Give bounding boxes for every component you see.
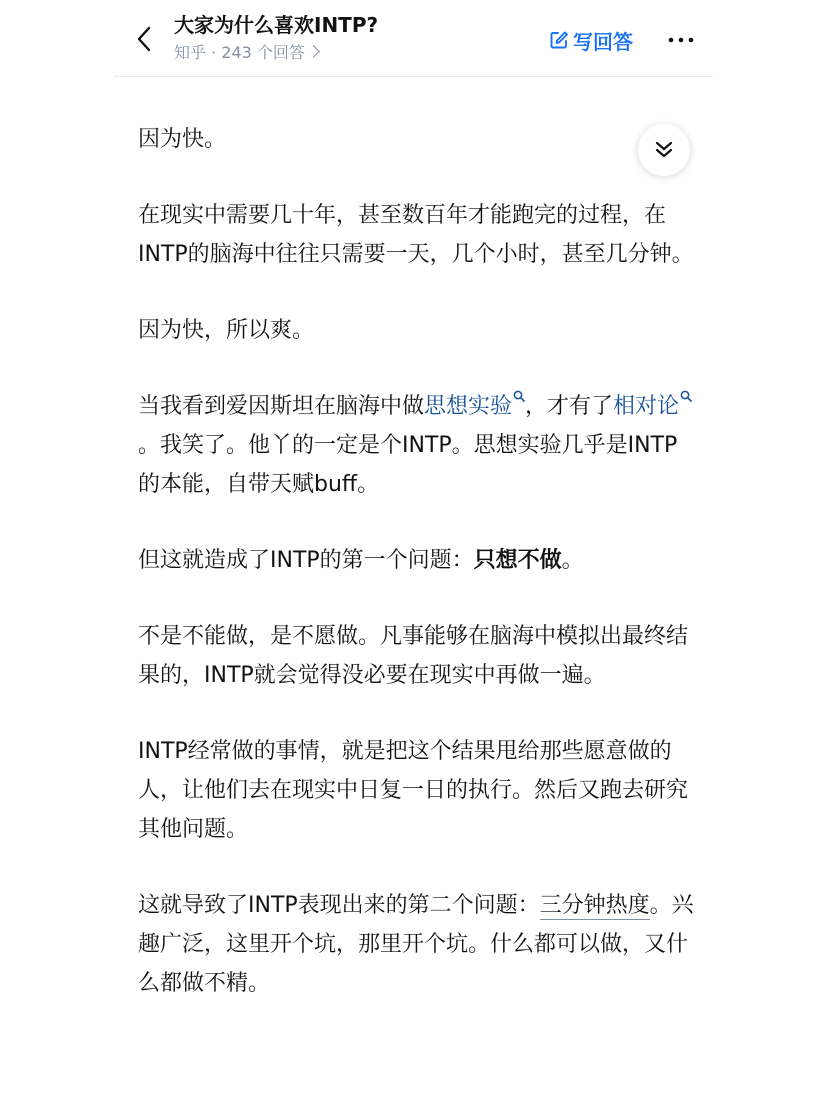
answer-paragraph — [138, 387, 698, 504]
more-button[interactable] — [667, 27, 695, 53]
chevron-right-icon — [307, 45, 320, 58]
answer-paragraph — [138, 886, 698, 1003]
meta-separator: · — [211, 43, 217, 62]
link-relativity[interactable] — [613, 394, 692, 419]
question-title[interactable]: 大家为什么喜欢INTP? — [174, 13, 379, 37]
answer-content — [138, 120, 698, 1040]
link-thought-experiment[interactable] — [424, 394, 525, 419]
answer-paragraph: 因为快，所以爽。 — [138, 318, 315, 343]
source-name: 知乎 — [174, 43, 207, 62]
question-title-block[interactable] — [174, 12, 378, 65]
underlined-text: 三分钟热度 — [539, 893, 650, 918]
paragraph-text: 这就导致了INTP表现出来的第二个问题： — [138, 893, 540, 918]
answer-paragraph: INTP经常做的事情，就是把这个结果甩给那些愿意做的人，让他们去在现实中日复一日的执行。然后又跑去研究其他问题。 — [138, 739, 689, 842]
link-text: 思想实验 — [424, 394, 513, 419]
search-icon — [513, 390, 525, 402]
top-bar — [114, 0, 713, 77]
answer-paragraph — [138, 541, 698, 580]
paragraph-text: 。兴趣广泛，这里开个坑，那里开个坑。什么都可以做，又什么都做不精。 — [138, 893, 694, 996]
back-button[interactable] — [134, 24, 156, 54]
link-text: 相对论 — [613, 394, 680, 419]
paragraph-text: 但这就造成了INTP的第一个问题： — [138, 548, 474, 573]
edit-icon — [549, 30, 569, 50]
answer-paragraph: 不是不能做，是不愿做。凡事能够在脑海中模拟出最终结果的，INTP就会觉得没必要在现实中再做一遍。 — [138, 624, 689, 688]
write-answer-button[interactable] — [549, 26, 633, 54]
paragraph-text: ，才有了 — [525, 394, 614, 419]
bold-text: 只想不做 — [473, 548, 562, 573]
answer-paragraph: 因为快。 — [138, 127, 227, 152]
write-answer-label: 写回答 — [573, 29, 633, 54]
paragraph-text: 当我看到爱因斯坦在脑海中做 — [138, 394, 425, 419]
more-horizontal-icon — [667, 27, 695, 53]
answer-count: 243 个回答 — [221, 43, 305, 62]
answer-paragraph: 在现实中需要几十年，甚至数百年才能跑完的过程，在INTP的脑海中往往只需要一天，几个小时，甚至几分钟。 — [138, 203, 694, 267]
question-meta[interactable] — [174, 41, 378, 65]
chevron-left-icon — [134, 24, 156, 54]
paragraph-text: 。 — [561, 548, 584, 573]
search-icon — [680, 390, 692, 402]
paragraph-text: 。我笑了。他丫的一定是个INTP。思想实验几乎是INTP的本能，自带天赋buff。 — [138, 433, 678, 497]
